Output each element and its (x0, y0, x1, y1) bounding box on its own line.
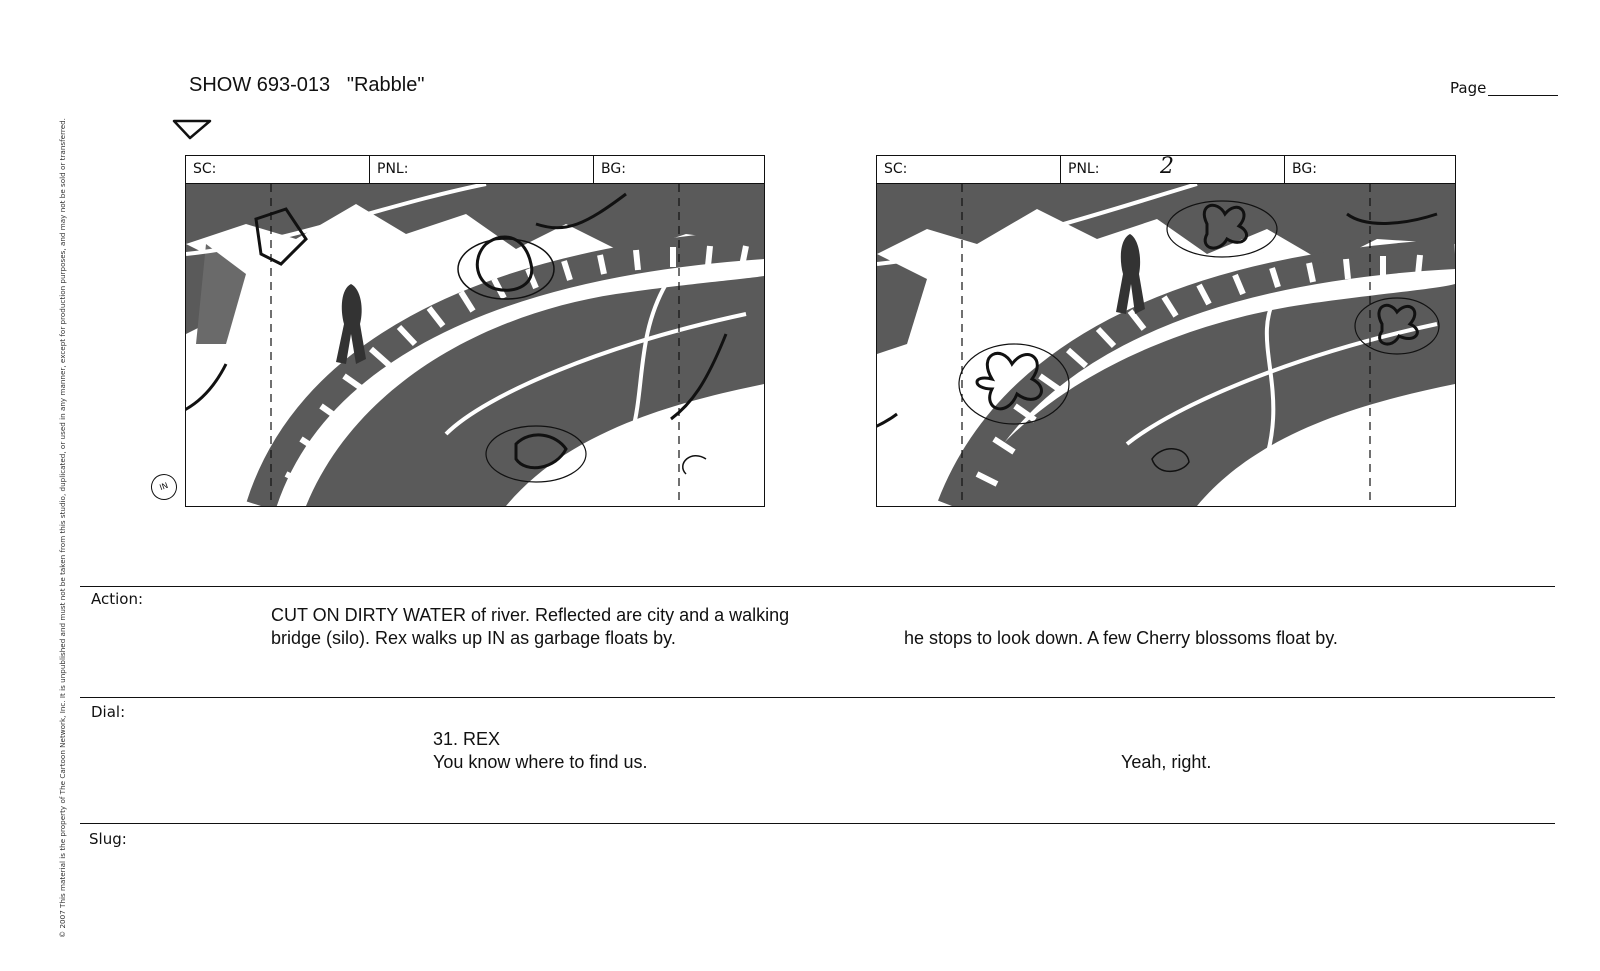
panel-1-header (186, 156, 764, 184)
sc-field: SC: (186, 156, 370, 183)
panel-1-sketch (186, 184, 764, 506)
slug-label: Slug: (89, 830, 127, 848)
action-text-right: he stops to look down. A few Cherry blossoms float by. (904, 628, 1338, 648)
copyright-notice: © 2007 This material is the property of The Cartoon Network, Inc. It is unpublished and must not be taken from this studio, duplicated, or used in any manner, except for production purposes, and may not be sold or transferred. (58, 118, 67, 938)
dial-label: Dial: (91, 703, 126, 721)
in-annotation (147, 470, 180, 503)
show-title: SHOW 693-013 "Rabble" (189, 74, 425, 96)
sc-field: SC: (877, 156, 1061, 183)
page-number-line (1488, 95, 1558, 96)
pnl-field: PNL: (1061, 156, 1285, 183)
storyboard-panel-1 (185, 155, 765, 507)
panel-2-sketch (877, 184, 1455, 506)
pnl-field: PNL: (370, 156, 594, 183)
storyboard-panel-2 (876, 155, 1456, 507)
scene-marker-icon (172, 118, 212, 140)
action-text-line-1: CUT ON DIRTY WATER of river. Reflected are city and a walking (271, 605, 790, 625)
page-label: Page (1450, 79, 1487, 97)
dial-line-right: Yeah, right. (1121, 752, 1212, 772)
panel-2-header (877, 156, 1455, 184)
bg-field: BG: (1292, 161, 1317, 177)
action-label: Action: (91, 590, 144, 608)
in-annotation-label: IN (158, 480, 170, 493)
action-text-line-2: bridge (silo). Rex walks up IN as garbage floats by. (271, 628, 676, 648)
panel-2-number: 2 (1160, 154, 1174, 179)
bg-field: BG: (601, 161, 626, 177)
dial-character: 31. REX (433, 729, 501, 749)
dial-divider (80, 697, 1555, 698)
dial-line-left: You know where to find us. (433, 752, 648, 772)
slug-divider (80, 823, 1555, 824)
action-divider (80, 586, 1555, 587)
